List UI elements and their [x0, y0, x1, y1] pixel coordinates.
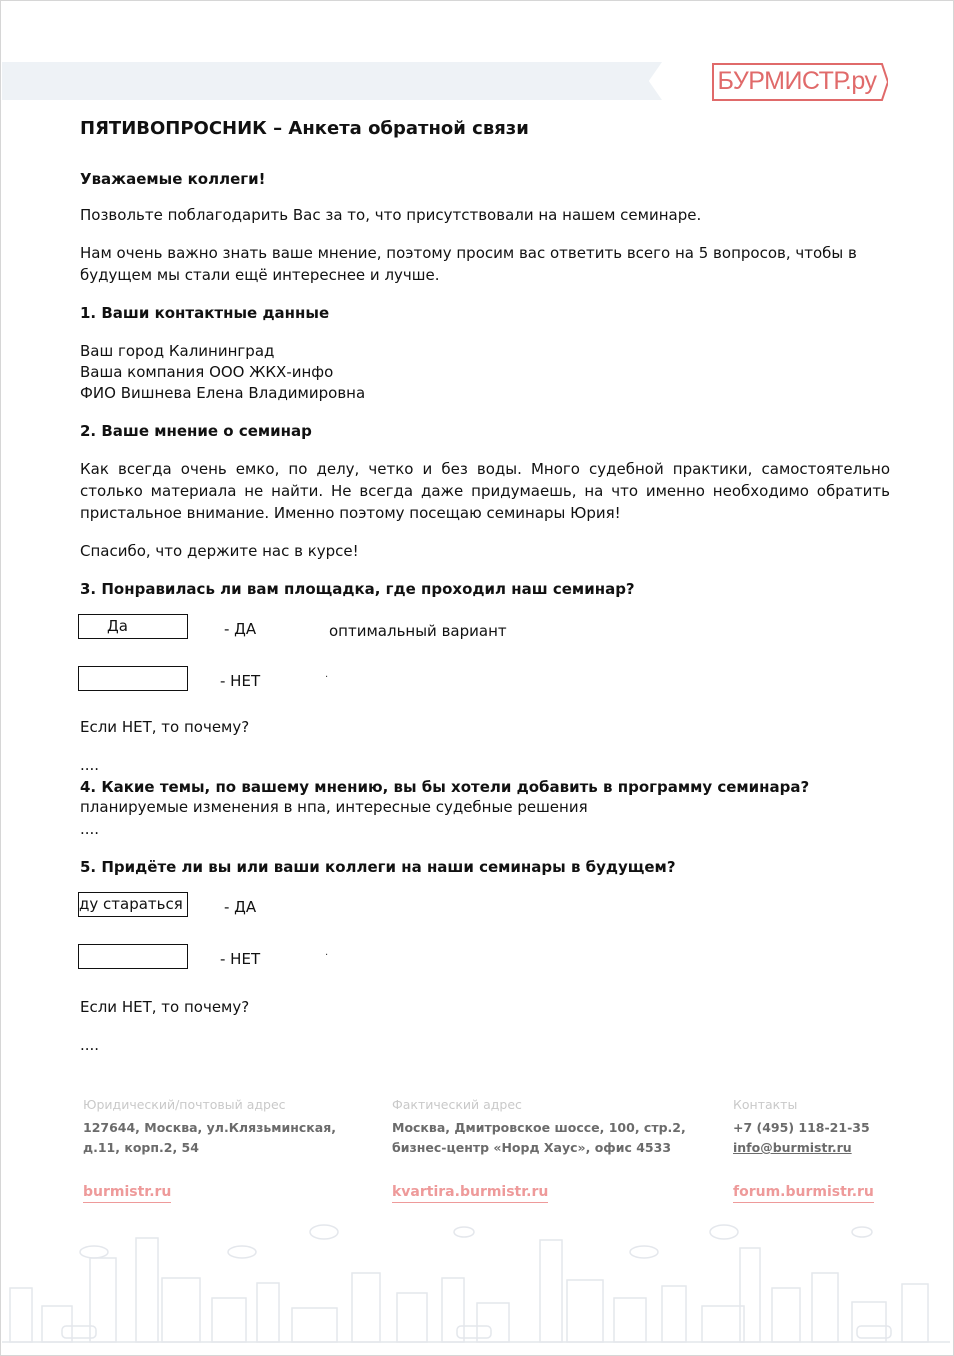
q3-yes-field[interactable]: Да [78, 614, 188, 639]
q4-extra: .... [80, 820, 100, 838]
logo-text: БУРМИСТР.ру [717, 66, 877, 95]
q3-why-label: Если НЕТ, то почему? [80, 718, 250, 736]
q4-heading: 4. Какие темы, по вашему мнению, вы бы хотели добавить в программу семинара? [80, 778, 810, 796]
q2-thanks: Спасибо, что держите нас в курсе! [80, 542, 359, 560]
q1-fio: ФИО Вишнева Елена Владимировна [80, 384, 366, 402]
header-band [2, 62, 662, 100]
q5-why-value: .... [80, 1036, 100, 1054]
q3-why-value: .... [80, 756, 100, 774]
q2-heading: 2. Ваше мнение о семинар [80, 422, 312, 440]
q5-heading: 5. Придёте ли вы или ваши коллеги на наши семинары в будущем? [80, 858, 676, 876]
footer-link-forum[interactable]: forum.burmistr.ru [733, 1184, 874, 1203]
q4-answer: планируемые изменения в нпа, интересные судебные решения [80, 798, 588, 816]
footer-legal-line2: д.11, корп.2, 54 [83, 1140, 199, 1155]
q3-heading: 3. Понравилась ли вам площадка, где проходил наш семинар? [80, 580, 635, 598]
q3-no-field[interactable] [78, 666, 188, 691]
q1-heading: 1. Ваши контактные данные [80, 304, 330, 322]
greeting: Уважаемые коллеги! [80, 170, 266, 188]
q1-city: Ваш город Калининград [80, 342, 275, 360]
footer-actual-line1: Москва, Дмитровское шоссе, 100, стр.2, [392, 1120, 686, 1135]
intro-request: Нам очень важно знать ваше мнение, поэтому просим вас ответить всего на 5 вопросов, чтобы в будущем мы стали ещё интереснее и лучше. [80, 244, 857, 284]
footer-phone[interactable]: +7 (495) 118-21-35 [733, 1120, 870, 1135]
footer-contacts-label: Контакты [733, 1097, 798, 1112]
q5-yes-label: - ДА [224, 898, 257, 916]
q3-yes-comment: оптимальный вариант [329, 622, 507, 640]
footer-actual-label: Фактический адрес [392, 1097, 522, 1112]
footer-legal-line1: 127644, Москва, ул.Клязьминская, [83, 1120, 336, 1135]
q5-yes-field[interactable]: ду стараться [78, 892, 188, 917]
q5-no-label: - НЕТ [220, 950, 261, 968]
q5-no-mark: . [325, 947, 329, 958]
q3-yes-label: - ДА [224, 620, 257, 638]
brand-logo [712, 63, 888, 101]
footer-link-kvartira[interactable]: kvartira.burmistr.ru [392, 1184, 548, 1203]
city-skyline-icon [2, 1218, 950, 1348]
footer-actual-line2: бизнес-центр «Норд Хаус», офис 4533 [392, 1140, 672, 1155]
q5-no-field[interactable] [78, 944, 188, 969]
q1-company: Ваша компания ООО ЖКХ-инфо [80, 363, 334, 381]
q3-no-mark: . [325, 669, 329, 680]
q2-answer: Как всегда очень емко, по делу, четко и без воды. Много судебной практики, самостоятельно столько материала не найти. Не всегда даже придумаешь, на что именно необходимо обратить пристальное внимание. Именно поэтому посещаю семинары Юрия! [80, 460, 890, 522]
footer-email-link[interactable]: info@burmistr.ru [733, 1140, 852, 1155]
page-title: ПЯТИВОПРОСНИК – Анкета обратной связи [80, 118, 529, 139]
q5-why-label: Если НЕТ, то почему? [80, 998, 250, 1016]
intro-thanks: Позвольте поблагодарить Вас за то, что присутствовали на нашем семинаре. [80, 206, 702, 224]
q3-no-label: - НЕТ [220, 672, 261, 690]
footer-legal-label: Юридический/почтовый адрес [83, 1097, 286, 1112]
footer-link-burmistr[interactable]: burmistr.ru [83, 1184, 171, 1203]
